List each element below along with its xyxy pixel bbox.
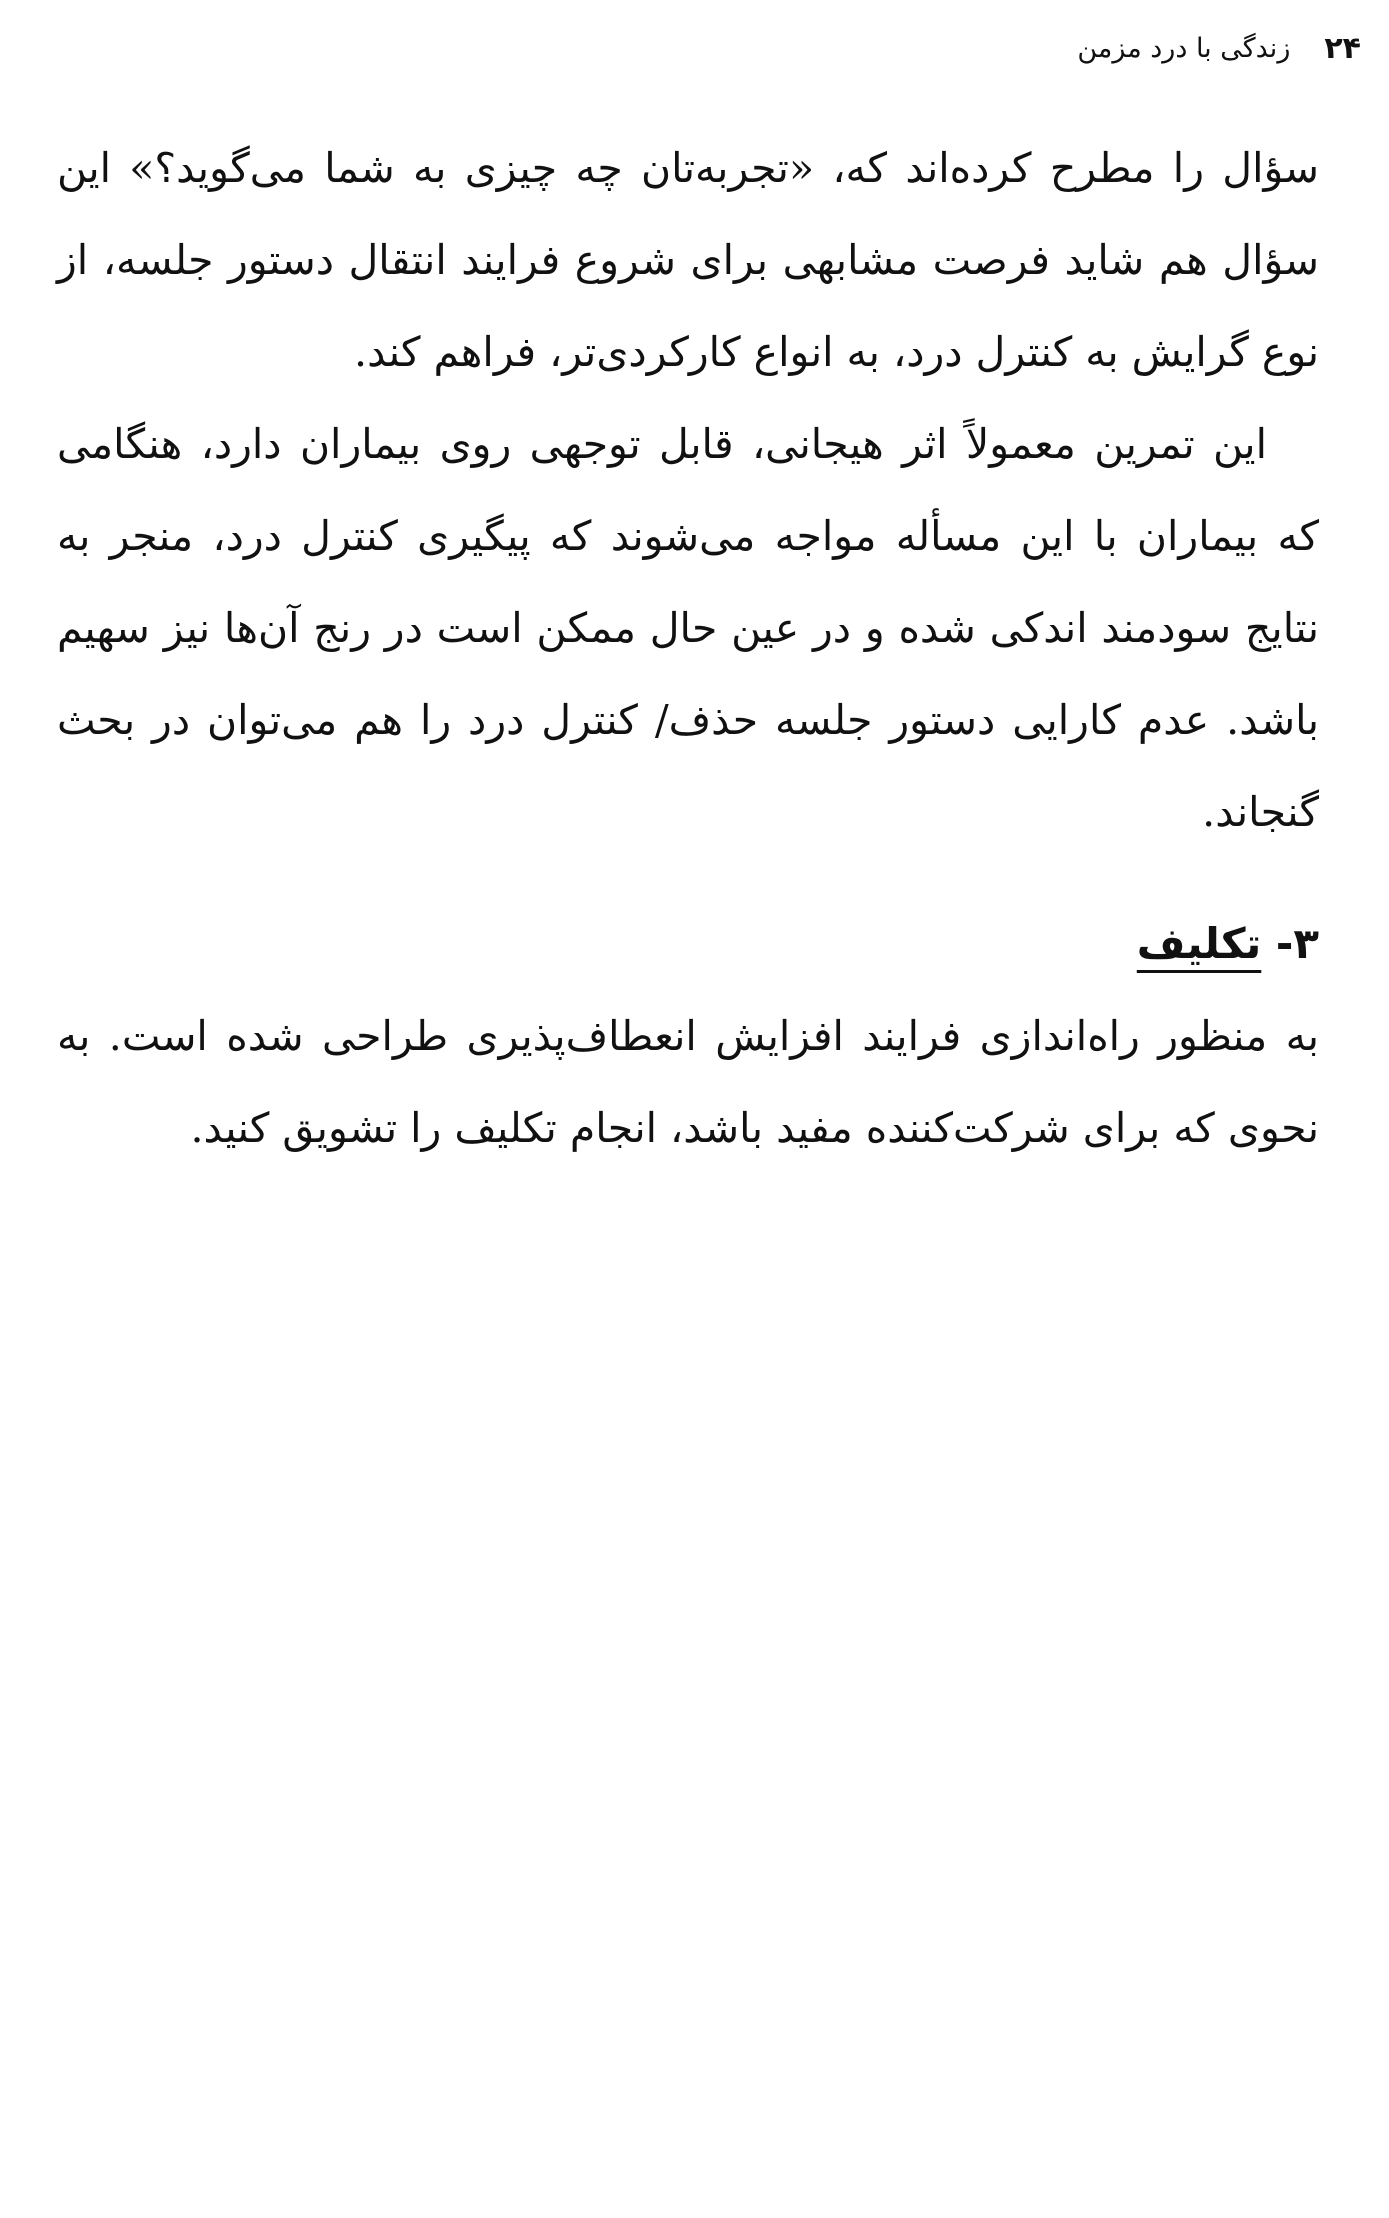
running-header bbox=[28, 26, 1361, 70]
section-title: تکلیف bbox=[1136, 919, 1262, 968]
paragraph: سؤال را مطرح کرده‌اند که، «تجربه‌تان چه چیزی به شما می‌گوید؟» این سؤال هم شاید فرصت مشابهی برای شروع فرایند انتقال دستور جلسه، از نوع گرایش به کنترل درد، به انواع کارکردی‌تر، فراهم کند. bbox=[57, 144, 1319, 376]
body-text bbox=[57, 122, 1319, 1174]
section-number: ۳- bbox=[1275, 919, 1319, 968]
running-title: زندگی با درد مزمن bbox=[1077, 32, 1291, 64]
paragraph: به منظور راه‌اندازی فرایند افزایش انعطاف‌پذیری طراحی شده است. به نحوی که برای شرکت‌کننده مفید باشد، انجام تکلیف را تشویق کنید. bbox=[57, 1012, 1319, 1152]
section-heading bbox=[57, 898, 1319, 990]
page-number: ۲۴ bbox=[1324, 30, 1361, 66]
paragraph: این تمرین معمولاً اثر هیجانی، قابل توجهی روی بیماران دارد، هنگامی که بیماران با این مسأله مواجه می‌شوند که پیگیری کنترل درد، منجر به نتایج سودمند اندکی شده و در عین حال ممکن است در رنج آن‌ها نیز سهیم باشد. عدم کارایی دستور جلسه حذف/ کنترل درد را هم می‌توان در بحث گنجاند. bbox=[57, 420, 1319, 836]
